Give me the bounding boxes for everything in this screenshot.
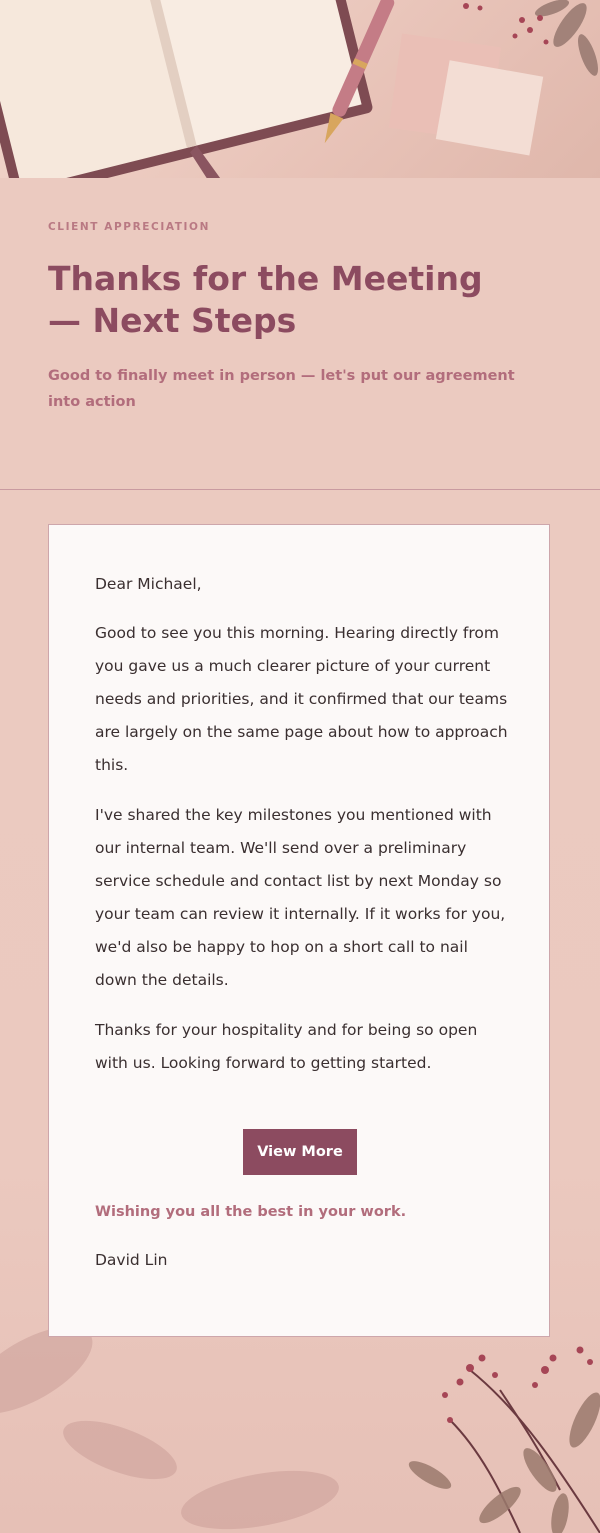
letter-paragraph-1: Good to see you this morning. Hearing directly from you gave us a much clearer picture of your current needs and priorities, and it confirmed that our teams are largely on the same page about how to approach this. (95, 624, 508, 774)
letter-paragraph-3: Thanks for your hospitality and for being so open with us. Looking forward to getting started. (95, 1021, 478, 1072)
eyebrow-label: CLIENT APPRECIATION (48, 221, 210, 233)
letter-card (48, 524, 550, 1337)
letter-paragraph-2: I've shared the key milestones you mentioned with our internal team. We'll send over a preliminary service schedule and contact list by next Monday so your team can review it internally. If it works for you, we'd also be happy to hop on a short call to nail down the details. (95, 806, 506, 989)
view-more-button[interactable]: View More (243, 1129, 357, 1175)
page-subtitle: Good to finally meet in person — let's put our agreement into action (48, 368, 515, 410)
page-title: Thanks for the Meeting — Next Steps (48, 259, 483, 340)
signature: David Lin (95, 1251, 168, 1269)
notebook-pen-illustration (0, 0, 600, 178)
hero-image (0, 0, 600, 178)
letter-greeting: Dear Michael, (95, 575, 202, 593)
closing-line: Wishing you all the best in your work. (95, 1204, 407, 1220)
email-header (0, 178, 600, 489)
